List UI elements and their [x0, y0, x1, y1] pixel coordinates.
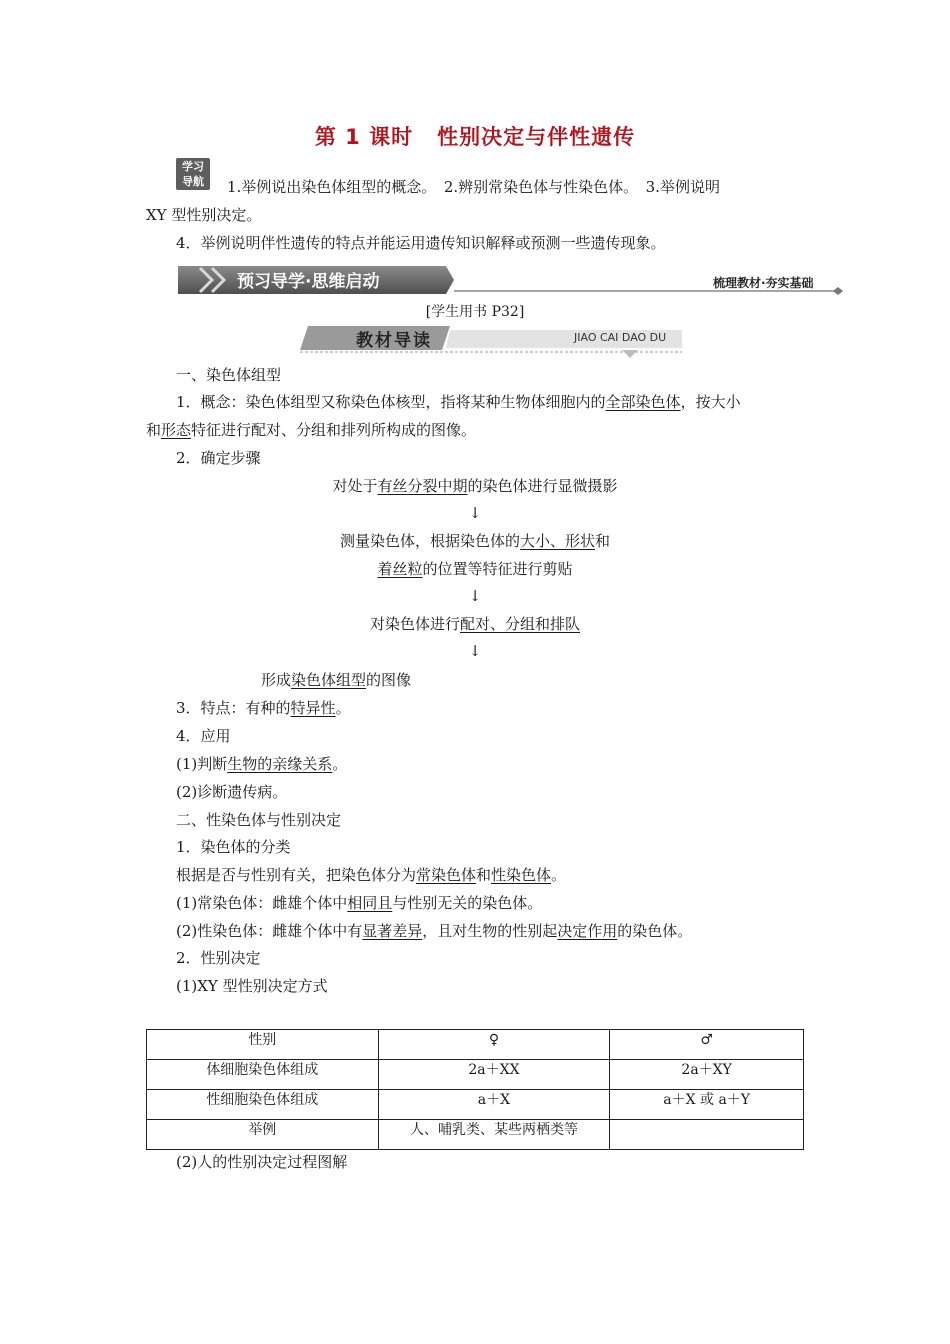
concept-text: ，按大小 — [680, 393, 741, 411]
page-title — [0, 121, 950, 151]
feature-text: 3．特点：有种的 — [176, 699, 291, 717]
classification-blank-autosome: 常染色体 — [416, 866, 477, 884]
objectives-line2: XY 型性别决定。 — [146, 206, 262, 224]
flow-step4 — [261, 670, 411, 690]
classification-text — [176, 865, 566, 885]
feature-text: 。 — [335, 699, 351, 717]
table-cell: a＋X 或 a＋Y — [610, 1090, 804, 1120]
autosome-text: (1)常染色体：雌雄个体中 — [176, 894, 348, 912]
autosome-text: 与性别无关的染色体。 — [392, 894, 543, 912]
sexchr-blank-role: 决定作用 — [557, 922, 618, 940]
flow-blank: 配对、分组和排队 — [460, 615, 581, 633]
objectives-line1: 1.举例说出染色体组型的概念。 2.辨别常染色体与性染色体。 3.举例说明 — [227, 178, 720, 196]
table-cell: a＋X — [378, 1090, 610, 1120]
classification-part: 和 — [476, 866, 492, 884]
application-blank: 生物的亲缘关系 — [227, 755, 333, 773]
classification-heading: 1．染色体的分类 — [176, 838, 291, 856]
classification-part: 。 — [551, 866, 567, 884]
sub-banner-pinyin: JIAO CAI DAO DU — [574, 331, 667, 344]
autosome-blank: 相同且 — [347, 894, 393, 912]
table-cell: 性别 — [147, 1030, 379, 1060]
autosome-definition — [176, 893, 542, 913]
badge-line1: 学习 — [182, 160, 204, 173]
flow-text: 测量染色体，根据染色体的 — [339, 532, 520, 550]
flow-text: 和 — [595, 532, 611, 550]
table-row — [147, 1030, 804, 1060]
flow-blank: 有丝分裂中期 — [377, 477, 468, 495]
concept-blank-all-chromosomes: 全部染色体 — [605, 393, 681, 411]
concept-line1 — [176, 392, 741, 412]
human-sex-determination-heading: (2)人的性别决定过程图解 — [176, 1153, 348, 1171]
classification-blank-sex-chromosome: 性染色体 — [491, 866, 552, 884]
flow-blank: 染色体组型 — [291, 671, 367, 689]
sex-determination-table — [146, 1029, 804, 1150]
feature-blank: 特异性 — [290, 699, 336, 717]
banner-title: 预习导学·思维启动 — [237, 272, 380, 292]
banner-subtitle: 梳理教材·夯实基础 — [713, 276, 814, 290]
flow-arrow-icon: ↓ — [468, 587, 482, 605]
table-cell: 举例 — [147, 1120, 379, 1150]
concept-line2 — [146, 420, 476, 440]
steps-heading: 2．确定步骤 — [176, 449, 261, 467]
table-cell-female: ♀ — [378, 1030, 610, 1060]
badge-line2: 导航 — [182, 175, 204, 188]
application-item1 — [176, 754, 347, 774]
application-item2: (2)诊断遗传病。 — [176, 783, 288, 801]
application-text: 。 — [332, 755, 348, 773]
sexchr-text: (2)性染色体：雌雄个体中有 — [176, 922, 363, 940]
flow-text: 对处于 — [332, 477, 378, 495]
sex-determination-heading: 2．性别决定 — [176, 949, 261, 967]
application-heading: 4．应用 — [176, 727, 231, 745]
table-cell: 体细胞染色体组成 — [147, 1060, 379, 1090]
objectives-line3: 4．举例说明伴性遗传的特点并能运用遗传知识解释或预测一些遗传现象。 — [176, 234, 666, 252]
flow-blank: 着丝粒 — [377, 560, 423, 578]
concept-text: 1．概念：染色体组型又称染色体核型，指将某种生物体细胞内的 — [176, 393, 606, 411]
section2-heading: 二、性染色体与性别决定 — [176, 811, 342, 829]
table-row — [147, 1090, 804, 1120]
flow-blank: 大小、形状 — [519, 532, 595, 550]
flow-arrow-icon: ↓ — [468, 642, 482, 660]
concept-blank-shape: 形态 — [161, 421, 192, 439]
concept-text: 和 — [146, 421, 162, 439]
sex-chromosome-definition — [176, 921, 692, 941]
table-row — [147, 1060, 804, 1090]
table-cell — [610, 1120, 804, 1150]
table-cell: 性细胞染色体组成 — [147, 1090, 379, 1120]
flow-arrow-icon: ↓ — [468, 504, 482, 522]
flow-step2 — [146, 531, 804, 551]
table-cell: 2a＋XY — [610, 1060, 804, 1090]
classification-part: 根据是否与性别有关，把染色体分为 — [176, 866, 417, 884]
title-topic: 性别决定与伴性遗传 — [437, 125, 636, 149]
flow-step2b — [146, 559, 804, 579]
title-lesson: 第 1 课时 — [314, 125, 414, 149]
flow-text: 的位置等特征进行剪贴 — [422, 560, 573, 578]
table-cell: 人、哺乳类、某些两栖类等 — [378, 1120, 610, 1150]
table-cell-male: ♂ — [610, 1030, 804, 1060]
flow-step1 — [146, 476, 804, 496]
sexchr-text: ，且对生物的性别起 — [422, 922, 558, 940]
flow-text: 形成 — [261, 671, 292, 689]
xy-type-heading: (1)XY 型性别决定方式 — [176, 977, 328, 995]
flow-text: 的图像 — [366, 671, 412, 689]
flow-text: 对染色体进行 — [369, 615, 460, 633]
table-row — [147, 1120, 804, 1150]
book-reference: [学生用书 P32] — [425, 304, 525, 320]
feature-line — [176, 698, 351, 718]
table-cell: 2a＋XX — [378, 1060, 610, 1090]
flow-step3 — [146, 614, 804, 634]
study-guide-badge — [176, 158, 210, 190]
sexchr-blank-difference: 显著差异 — [362, 922, 423, 940]
application-text: (1)判断 — [176, 755, 228, 773]
flow-text: 的染色体进行显微摄影 — [467, 477, 618, 495]
sexchr-text: 的染色体。 — [617, 922, 693, 940]
sub-banner-title: 教材导读 — [356, 331, 432, 351]
concept-text: 特征进行配对、分组和排列所构成的图像。 — [191, 421, 477, 439]
section1-heading: 一、染色体组型 — [176, 366, 282, 384]
